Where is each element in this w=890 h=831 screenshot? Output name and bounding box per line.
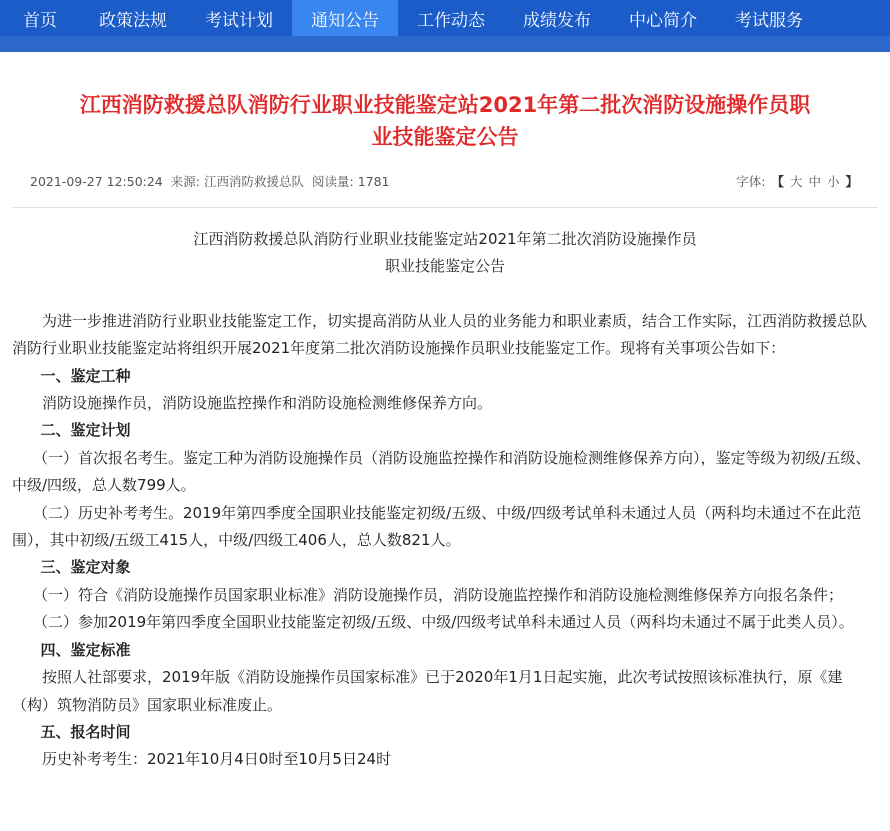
nav-item-policies[interactable]: 政策法规 [99, 10, 167, 31]
section-2-title: 二、鉴定计划 [40, 421, 131, 440]
section-3-title: 三、鉴定对象 [40, 558, 131, 577]
source-label: 来源: [170, 174, 200, 189]
font-size-control [736, 172, 858, 190]
views-count: 1781 [357, 174, 390, 189]
nav-sub-bar [0, 36, 890, 52]
section-4-title: 四、鉴定标准 [40, 640, 131, 659]
nav-item-about[interactable]: 中心简介 [629, 10, 697, 31]
article-title [62, 89, 828, 153]
nav-item-exam-plan[interactable]: 考试计划 [205, 10, 273, 31]
section-1-title: 一、鉴定工种 [40, 366, 131, 385]
intro-paragraph: 为进一步推进消防行业职业技能鉴定工作，切实提高消防从业人员的业务能力和职业素质，结合工作实际，江西消防救援总队消防行业职业技能鉴定站将组织开展2021年度第二批次消防设施操作员职业技能鉴定工作。现将有关事项公告如下： [12, 311, 868, 358]
nav-item-notices[interactable]: 通知公告 [292, 0, 398, 36]
section-5-text: 历史补考考生：2021年10月4日0时至10月5日24时 [42, 750, 392, 769]
section-5-title: 五、报名时间 [40, 722, 131, 741]
section-3-para-2: （二）参加2019年第四季度全国职业技能鉴定初级/五级、中级/四级考试单科未通过人员（两科均未通过不属于此类人员）。 [33, 613, 854, 632]
section-2-para-2: （二）历史补考考生。2019年第四季度全国职业技能鉴定初级/五级、中级/四级考试单科未通过人员（两科均未通过不在此范围），其中初级/五级工415人，中级/四级工406人，总人数821人。 [12, 503, 862, 550]
article-title-line-2: 业技能鉴定公告 [371, 125, 519, 149]
font-size-large-button[interactable]: 大 [789, 174, 803, 189]
article-body [12, 226, 878, 774]
bracket-close: 】 [845, 174, 858, 189]
views-label: 阅读量: [311, 174, 354, 189]
spacer [12, 281, 878, 308]
section-4-text: 按照人社部要求，2019年版《消防设施操作员国家标准》已于2020年1月1日起实施，此次考试按照该标准执行，原《建（构）筑物消防员》国家职业标准废止。 [12, 668, 843, 714]
article-title-line-1: 江西消防救援总队消防行业职业技能鉴定站2021年第二批次消防设施操作员职 [79, 93, 811, 117]
section-3-para-1: （一）符合《消防设施操作员国家职业标准》消防设施操作员，消防设施监控操作和消防设施检测维修保养方向报名条件； [33, 585, 844, 604]
nav-item-work-news[interactable]: 工作动态 [417, 10, 485, 31]
meta-info [30, 172, 394, 190]
section-1-text: 消防设施操作员，消防设施监控操作和消防设施检测维修保养方向。 [42, 394, 493, 413]
body-heading-line-2: 职业技能鉴定公告 [384, 257, 505, 276]
font-size-medium-button[interactable]: 中 [808, 174, 821, 189]
font-size-small-button[interactable]: 小 [826, 174, 840, 189]
font-size-label: 字体: [736, 174, 766, 189]
nav-item-results[interactable]: 成绩发布 [523, 10, 591, 31]
top-nav [0, 0, 890, 36]
section-2-para-1: （一）首次报名考生。鉴定工种为消防设施操作员（消防设施监控操作和消防设施检测维修保养方向），鉴定等级为初级/五级、中级/四级，总人数799人。 [12, 448, 871, 495]
nav-item-exam-services[interactable]: 考试服务 [735, 10, 803, 31]
source-value: 江西消防救援总队 [203, 174, 304, 189]
article-meta [30, 171, 858, 191]
body-heading-line-1: 江西消防救援总队消防行业职业技能鉴定站2021年第二批次消防设施操作员 [193, 230, 697, 248]
nav-item-home[interactable]: 首页 [23, 10, 57, 31]
bracket-open: 【 [771, 174, 784, 189]
meta-divider [12, 207, 878, 208]
publish-datetime: 2021-09-27 12:50:24 [30, 174, 163, 189]
